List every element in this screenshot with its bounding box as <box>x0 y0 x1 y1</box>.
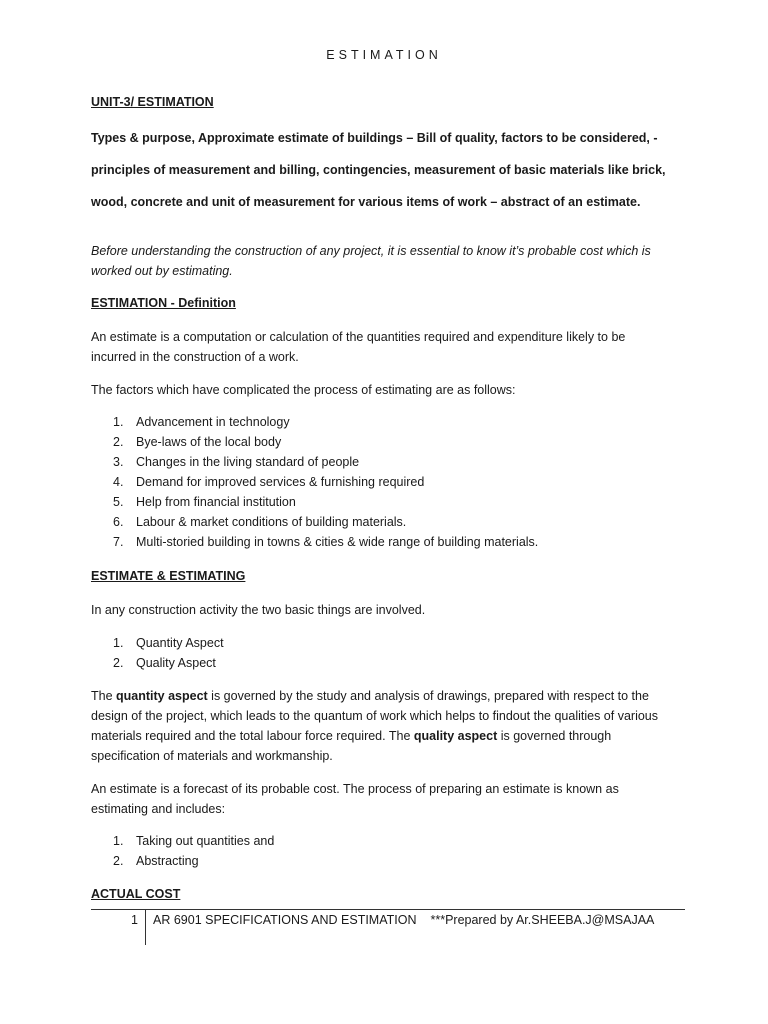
footer-text <box>153 913 654 927</box>
list-item <box>91 831 274 851</box>
list-text: Advancement in technology <box>136 415 290 429</box>
aspects-line: specification of materials and workmanship. <box>91 749 333 763</box>
list-number: 3. <box>113 455 124 469</box>
forecast-paragraph <box>91 779 691 819</box>
page-number: 1 <box>131 913 138 927</box>
topics-line-3: wood, concrete and unit of measurement for various items of work – abstract of an estimate. <box>91 195 641 209</box>
aspects-line <box>91 686 691 706</box>
aspects-list <box>91 633 224 673</box>
footer-course: AR 6901 SPECIFICATIONS AND ESTIMATION <box>153 913 417 927</box>
list-text: Quality Aspect <box>136 656 216 670</box>
estimating-heading: ESTIMATE & ESTIMATING <box>91 569 246 583</box>
aspects-line <box>91 726 691 746</box>
text-run: is governed by the study and analysis of drawings, prepared with respect to the <box>207 689 649 703</box>
list-item <box>91 653 224 673</box>
list-number: 2. <box>113 435 124 449</box>
page-header-title: ESTIMATION <box>326 48 442 62</box>
list-text: Multi-storied building in towns & cities & wide range of building materials. <box>136 535 539 549</box>
list-number: 2. <box>113 656 124 670</box>
definition-line: An estimate is a computation or calculation of the quantities required and expenditure likely to be <box>91 330 626 344</box>
topics-line-1: Types & purpose, Approximate estimate of buildings – Bill of quality, factors to be considered, - <box>91 131 658 145</box>
intro-line: Before understanding the construction of any project, it is essential to know it’s probable cost which is <box>91 244 651 258</box>
list-item <box>91 432 538 452</box>
list-item <box>91 492 538 512</box>
list-item <box>91 851 274 871</box>
intro-paragraph <box>91 241 691 281</box>
list-item <box>91 412 538 432</box>
bold-term: quantity aspect <box>116 689 208 703</box>
list-number: 6. <box>113 515 124 529</box>
list-number: 5. <box>113 495 124 509</box>
steps-list <box>91 831 274 871</box>
list-number: 1. <box>113 636 124 650</box>
list-number: 1. <box>113 834 124 848</box>
list-item <box>91 512 538 532</box>
text-run: is governed through <box>497 729 612 743</box>
list-item <box>91 532 538 552</box>
list-item <box>91 472 538 492</box>
definition-heading: ESTIMATION - Definition <box>91 296 236 310</box>
list-text: Help from financial institution <box>136 495 296 509</box>
actual-cost-heading: ACTUAL COST <box>91 887 181 901</box>
list-text: Abstracting <box>136 854 199 868</box>
topics-line-2: principles of measurement and billing, contingencies, measurement of basic materials like brick, <box>91 163 666 177</box>
definition-line: incurred in the construction of a work. <box>91 350 299 364</box>
list-number: 2. <box>113 854 124 868</box>
bold-term: quality aspect <box>413 729 498 743</box>
list-item <box>91 452 538 472</box>
factors-intro: The factors which have complicated the process of estimating are as follows: <box>91 383 516 397</box>
definition-paragraph <box>91 327 691 367</box>
footer-credit: ***Prepared by Ar.SHEEBA.J@MSAJAA <box>430 913 655 927</box>
list-text: Demand for improved services & furnishing required <box>136 475 425 489</box>
list-text: Bye-laws of the local body <box>136 435 282 449</box>
list-item <box>91 633 224 653</box>
footer-rule <box>91 909 685 910</box>
unit-heading: UNIT-3/ ESTIMATION <box>91 95 214 109</box>
list-text: Taking out quantities and <box>136 834 275 848</box>
text-run: The <box>91 689 117 703</box>
aspects-line: design of the project, which leads to the quantum of work which helps to findout the qualities of various <box>91 709 658 723</box>
list-number: 1. <box>113 415 124 429</box>
list-number: 4. <box>113 475 124 489</box>
forecast-line: An estimate is a forecast of its probable cost. The process of preparing an estimate is known as <box>91 782 619 796</box>
estimating-intro: In any construction activity the two basic things are involved. <box>91 603 426 617</box>
footer-divider <box>145 909 146 945</box>
text-run: materials required and the total labour force required. The <box>91 729 414 743</box>
intro-line: worked out by estimating. <box>91 264 233 278</box>
list-text: Changes in the living standard of people <box>136 455 360 469</box>
list-text: Labour & market conditions of building materials. <box>136 515 407 529</box>
factors-list <box>91 412 538 552</box>
forecast-line: estimating and includes: <box>91 802 226 816</box>
list-text: Quantity Aspect <box>136 636 224 650</box>
list-number: 7. <box>113 535 124 549</box>
aspects-paragraph <box>91 686 691 766</box>
